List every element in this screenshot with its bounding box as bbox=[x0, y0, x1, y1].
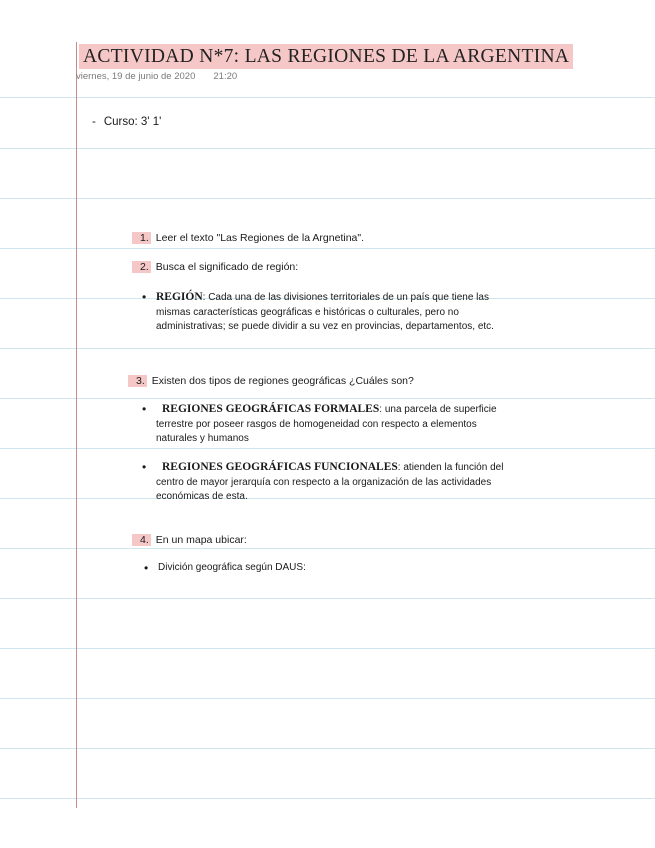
rule-line bbox=[0, 198, 655, 199]
curso-line[interactable] bbox=[92, 116, 161, 128]
item-number: 1. bbox=[132, 232, 151, 244]
map-bullet[interactable] bbox=[144, 561, 518, 576]
rule-line bbox=[0, 748, 655, 749]
rule-line bbox=[0, 248, 655, 249]
page-date-time bbox=[76, 71, 237, 82]
rule-line bbox=[0, 798, 655, 799]
rule-line bbox=[0, 398, 655, 399]
page-title[interactable]: ACTIVIDAD N*7: LAS REGIONES DE LA ARGENTINA bbox=[79, 44, 573, 69]
item-number: 4. bbox=[132, 534, 151, 546]
rule-line bbox=[0, 598, 655, 599]
region-definition-text: : Cada una de las divisiones territoriales de un país que tiene las mismas características geográficas e históricas o culturales, pero no administrativas; se puede dividir a su vez en provincias, departamentos, etc. bbox=[156, 292, 494, 332]
curso-dash: - bbox=[92, 116, 96, 128]
rule-line bbox=[0, 148, 655, 149]
list-item-3[interactable] bbox=[128, 375, 414, 387]
list-item-2[interactable] bbox=[132, 261, 298, 273]
bullet-icon: • bbox=[142, 402, 147, 416]
region-definition[interactable] bbox=[142, 290, 516, 335]
item-text: Busca el significado de región: bbox=[155, 261, 299, 273]
rule-line bbox=[0, 348, 655, 349]
bullet-icon: • bbox=[142, 290, 147, 304]
region-term: REGIÓN bbox=[156, 291, 203, 303]
rule-line bbox=[0, 698, 655, 699]
formales-term: REGIONES GEOGRÁFICAS FORMALES bbox=[162, 403, 380, 415]
margin-line bbox=[76, 42, 77, 808]
item-number: 2. bbox=[132, 261, 151, 273]
funcionales-definition-text: : atienden la función del centro de mayor jerarquía con respecto a la organización de las actividades económicas de esta. bbox=[156, 462, 504, 502]
list-item-1[interactable] bbox=[132, 232, 364, 244]
rule-line bbox=[0, 448, 655, 449]
map-bullet-text: Divición geográfica según DAUS: bbox=[158, 562, 306, 573]
item-text: En un mapa ubicar: bbox=[155, 534, 247, 546]
curso-text: Curso: 3' 1' bbox=[103, 116, 162, 128]
bullet-icon: • bbox=[144, 561, 149, 575]
funcionales-term: REGIONES GEOGRÁFICAS FUNCIONALES bbox=[162, 461, 398, 473]
item-text: Leer el texto "Las Regiones de la Argnetina". bbox=[155, 232, 365, 244]
list-item-4[interactable] bbox=[132, 534, 247, 546]
page-date: viernes, 19 de junio de 2020 bbox=[76, 71, 196, 82]
item-text: Existen dos tipos de regiones geográficas ¿Cuáles son? bbox=[151, 375, 414, 387]
rule-line bbox=[0, 648, 655, 649]
item-number: 3. bbox=[128, 375, 147, 387]
formales-definition[interactable] bbox=[142, 402, 508, 447]
rule-line bbox=[0, 97, 655, 98]
bullet-icon: • bbox=[142, 460, 147, 474]
formales-definition-text: : una parcela de superficie terrestre por poseer rasgos de homogeneidad con respecto a elementos naturales y humanos bbox=[156, 404, 497, 444]
rule-line bbox=[0, 548, 655, 549]
funcionales-definition[interactable] bbox=[142, 460, 508, 505]
page-time: 21:20 bbox=[213, 71, 238, 82]
